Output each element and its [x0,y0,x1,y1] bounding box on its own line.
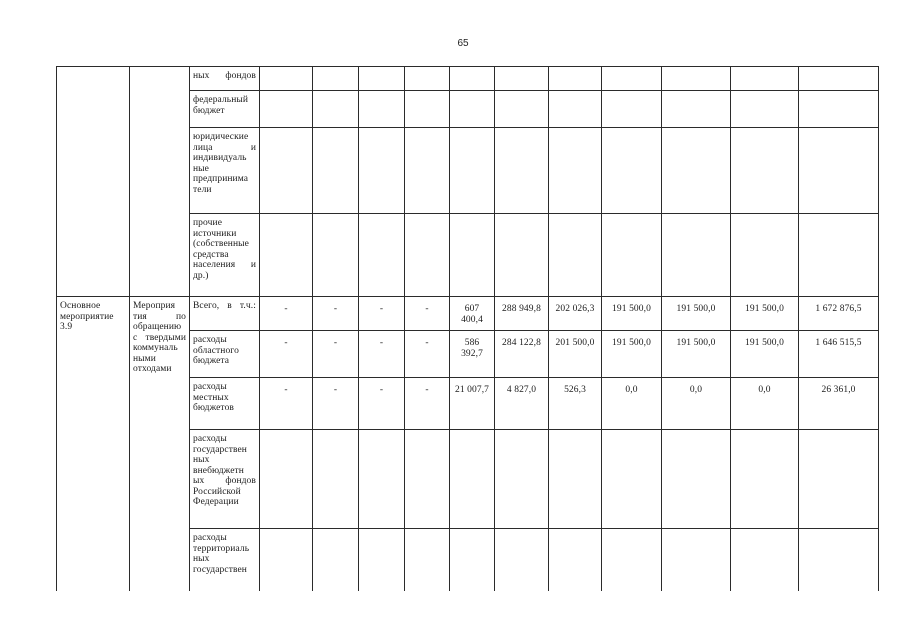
value-cell [450,214,495,297]
value-cell: - [405,297,450,331]
value-cell: 1 672 876,5 [799,297,879,331]
value-cell: 191 500,0 [731,297,799,331]
value-cell [405,128,450,214]
value-cell: - [260,331,313,378]
value-cell [549,430,602,529]
value-cell: 0,0 [602,378,662,430]
value-cell [549,67,602,91]
value-cell [450,529,495,591]
funding-source-cell: ных фондов [190,67,260,91]
value-cell: - [313,297,359,331]
funding-source-cell: расходы местных бюджетов [190,378,260,430]
value-cell [731,214,799,297]
value-cell: - [359,331,405,378]
value-cell [313,128,359,214]
funding-source-cell: расходы областного бюджета [190,331,260,378]
value-cell [662,430,731,529]
activity-name-cell: Мероприя тия по обращению с твердыми коммуналь ными отходами [130,297,190,591]
value-cell [799,91,879,128]
value-cell [602,91,662,128]
value-cell: 202 026,3 [549,297,602,331]
funding-source-cell: Всего, в т.ч.: [190,297,260,331]
value-cell [405,529,450,591]
value-cell [359,214,405,297]
activity-cell: Основное мероприятие 3.9 [57,297,130,591]
value-cell [260,91,313,128]
table-row [57,67,879,91]
value-cell: - [260,378,313,430]
funding-source-cell: юридические лица и индивидуаль ные предпринима тели [190,128,260,214]
value-cell: 191 500,0 [602,297,662,331]
value-cell [450,128,495,214]
value-cell [495,128,549,214]
value-cell [359,529,405,591]
budget-table [56,66,879,591]
value-cell [313,67,359,91]
value-cell [662,67,731,91]
value-cell [602,529,662,591]
value-cell [662,529,731,591]
value-cell: 4 827,0 [495,378,549,430]
value-cell [731,529,799,591]
value-cell [260,128,313,214]
value-cell [450,91,495,128]
activity-cell [57,67,130,297]
value-cell [731,430,799,529]
page-number: 65 [457,38,469,49]
value-cell [495,91,549,128]
value-cell: 201 500,0 [549,331,602,378]
funding-source-cell: расходы государствен ных внебюджетн ых фондов Российской Федерации [190,430,260,529]
value-cell [799,214,879,297]
value-cell [495,67,549,91]
value-cell: 586 392,7 [450,331,495,378]
value-cell: - [405,378,450,430]
activity-name-cell [130,67,190,297]
value-cell [731,67,799,91]
value-cell: 607 400,4 [450,297,495,331]
value-cell [799,128,879,214]
funding-source-cell: федеральный бюджет [190,91,260,128]
value-cell: 21 007,7 [450,378,495,430]
value-cell [549,128,602,214]
value-cell [495,430,549,529]
value-cell [450,67,495,91]
value-cell [260,430,313,529]
funding-source-cell: прочие источники (собственные средства населения и др.) [190,214,260,297]
value-cell: - [405,331,450,378]
value-cell [799,430,879,529]
value-cell: 26 361,0 [799,378,879,430]
value-cell [359,91,405,128]
value-cell: - [313,331,359,378]
value-cell [662,214,731,297]
value-cell [662,128,731,214]
value-cell [602,214,662,297]
value-cell [450,430,495,529]
value-cell: 0,0 [731,378,799,430]
value-cell: - [260,297,313,331]
table-row [57,297,879,331]
value-cell [662,91,731,128]
value-cell [495,214,549,297]
value-cell: 191 500,0 [731,331,799,378]
value-cell [549,529,602,591]
value-cell: 284 122,8 [495,331,549,378]
value-cell [731,91,799,128]
value-cell [405,430,450,529]
value-cell [549,91,602,128]
value-cell: 0,0 [662,378,731,430]
value-cell: 526,3 [549,378,602,430]
value-cell [313,214,359,297]
value-cell: 191 500,0 [662,331,731,378]
value-cell [260,67,313,91]
value-cell [260,214,313,297]
value-cell [405,67,450,91]
value-cell [495,529,549,591]
value-cell [359,128,405,214]
value-cell [405,91,450,128]
value-cell: 288 949,8 [495,297,549,331]
value-cell [405,214,450,297]
value-cell [549,214,602,297]
value-cell [313,529,359,591]
value-cell [602,128,662,214]
value-cell: - [359,378,405,430]
value-cell [359,67,405,91]
value-cell [313,430,359,529]
value-cell [602,67,662,91]
value-cell [313,91,359,128]
value-cell: - [313,378,359,430]
value-cell [799,67,879,91]
value-cell: 191 500,0 [662,297,731,331]
value-cell [799,529,879,591]
value-cell [602,430,662,529]
value-cell [260,529,313,591]
value-cell: 191 500,0 [602,331,662,378]
value-cell: - [359,297,405,331]
funding-source-cell: расходы территориаль ных государствен [190,529,260,591]
value-cell [731,128,799,214]
value-cell: 1 646 515,5 [799,331,879,378]
value-cell [359,430,405,529]
